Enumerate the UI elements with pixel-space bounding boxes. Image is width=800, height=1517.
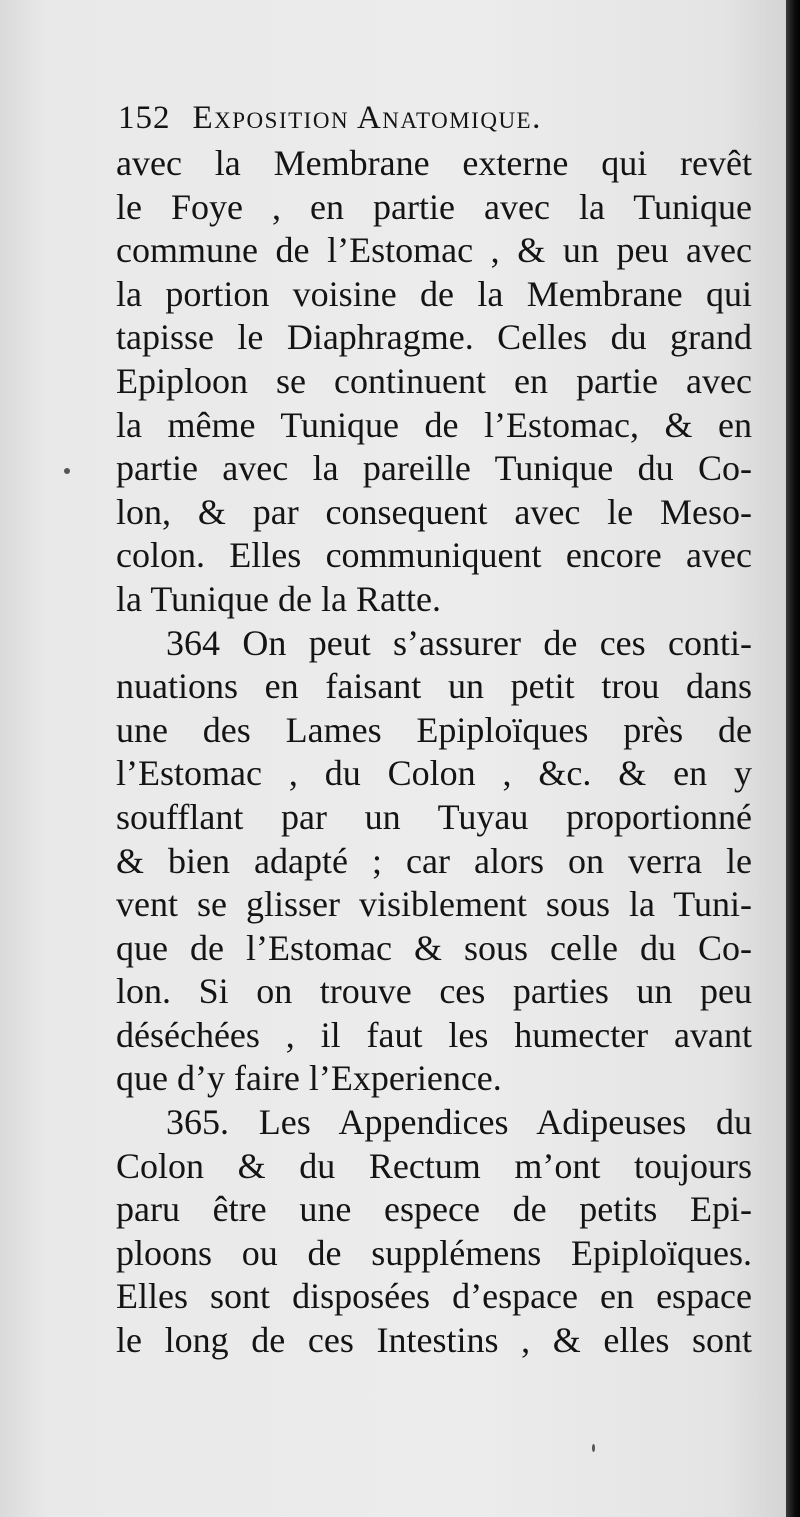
paragraph-start-line-365: 365. Les Appendices Adipeuses du bbox=[166, 1102, 752, 1143]
text-line: que de l’Estomac & sous celle du Co- bbox=[116, 927, 752, 968]
page-number: 152 bbox=[118, 100, 171, 136]
text-line: ploons ou de supplémens Epiploïques. bbox=[116, 1232, 752, 1273]
text-line: avec la Membrane externe qui revêt bbox=[116, 143, 752, 183]
text-line: une des Lames Epiploïques près de bbox=[116, 709, 752, 750]
text-line: la même Tunique de l’Estomac, & en bbox=[116, 404, 752, 445]
text-line: partie avec la pareille Tunique du Co- bbox=[116, 448, 752, 489]
text-line: soufflant par un Tuyau proportionné bbox=[116, 796, 752, 837]
text-line: le Foye , en partie avec la Tunique bbox=[116, 186, 752, 227]
paragraph-end-line: la Tunique de la Ratte. bbox=[116, 578, 441, 619]
ink-speck bbox=[592, 1444, 595, 1452]
text-line: & bien adapté ; car alors on verra le bbox=[116, 840, 752, 881]
text-line: Colon & du Rectum m’ont toujours bbox=[116, 1145, 752, 1186]
text-line: colon. Elles communiquent encore avec bbox=[116, 535, 752, 576]
text-line: l’Estomac , du Colon , &c. & en y bbox=[116, 753, 752, 794]
running-title: Exposition Anatomique. bbox=[192, 100, 542, 136]
text-line: lon. Si on trouve ces parties un peu bbox=[116, 971, 752, 1012]
text-line: Elles sont disposées d’espace en espace bbox=[116, 1276, 752, 1317]
paragraph-end-line: que d’y faire l’Experience. bbox=[116, 1058, 502, 1099]
text-line: déséchées , il faut les humecter avant bbox=[116, 1014, 752, 1055]
text-line: la portion voisine de la Membrane qui bbox=[116, 273, 752, 314]
text-line: tapisse le Diaphragme. Celles du grand bbox=[116, 317, 752, 358]
paragraph-start-line-364: 364 On peut s’assurer de ces conti- bbox=[166, 622, 752, 663]
text-line: commune de l’Estomac , & un peu avec bbox=[116, 230, 752, 271]
text-line: Epiploon se continuent en partie avec bbox=[116, 360, 752, 401]
body-text bbox=[116, 142, 752, 1363]
text-line: lon, & par consequent avec le Meso- bbox=[116, 491, 752, 532]
page-edge-shadow bbox=[786, 0, 800, 1517]
text-line: vent se glisser visiblement sous la Tuni- bbox=[116, 884, 752, 925]
text-line: le long de ces Intestins , & elles sont bbox=[116, 1320, 752, 1361]
ink-speck bbox=[64, 468, 70, 474]
running-head bbox=[118, 100, 678, 148]
text-line: paru être une espece de petits Epi- bbox=[116, 1189, 752, 1230]
text-line: nuations en faisant un petit trou dans bbox=[116, 666, 752, 707]
